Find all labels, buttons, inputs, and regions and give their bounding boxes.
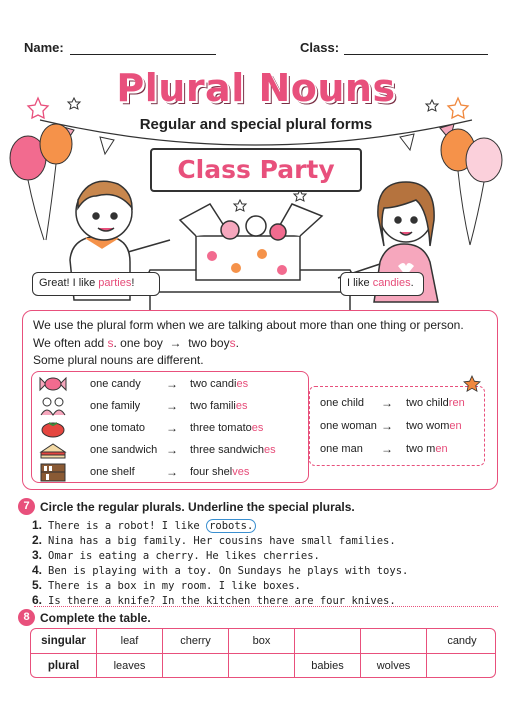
tomato-icon xyxy=(38,418,68,438)
shelf-icon xyxy=(38,462,68,482)
list-item: one candy → two candies xyxy=(32,374,308,396)
circled-answer: robots. xyxy=(206,519,256,533)
list-item: one sandwich → three sandwiches xyxy=(32,440,308,462)
table-row: singular leaf cherry box candy xyxy=(31,629,496,654)
blank-cell[interactable] xyxy=(427,654,496,678)
sentence-5[interactable]: 5. There is a box in my room. I like boxes. xyxy=(32,578,301,592)
sentence-4[interactable]: 4. Ben is playing with a toy. On Sundays he plays with toys. xyxy=(32,563,409,577)
balloons-right-icon xyxy=(441,129,502,245)
blank-cell[interactable] xyxy=(163,654,229,678)
family-icon xyxy=(38,396,68,416)
rule-line-3: Some plural nouns are different. xyxy=(33,353,204,367)
candy-icon xyxy=(38,374,68,394)
page-title: Plural Nouns xyxy=(116,66,396,110)
speech-bubble-girl: I like candies. xyxy=(340,272,424,296)
list-item: one family → two families xyxy=(32,396,308,418)
special-plurals-box: one child → two children one woman → two women one man → two men xyxy=(309,386,485,466)
exercise-number: 7 xyxy=(18,498,35,515)
balloons-left-icon xyxy=(10,124,72,240)
exercise-title: Circle the regular plurals. Underline the special plurals. xyxy=(40,500,355,514)
exercise-title: Complete the table. xyxy=(40,611,151,625)
sentence-3[interactable]: 3. Omar is eating a cherry. He likes cherries. xyxy=(32,548,320,562)
list-item: one tomato → three tomatoes xyxy=(32,418,308,440)
candy-box-icon xyxy=(180,204,322,280)
list-item: one shelf → four shelves xyxy=(32,462,308,484)
rule-line-2: We often add s. one boy → two boys. xyxy=(33,336,239,350)
rule-line-1: We use the plural form when we are talking about more than one thing or person. xyxy=(33,318,464,332)
regular-examples-box xyxy=(31,371,309,483)
rules-box xyxy=(22,310,498,490)
page-subtitle: Regular and special plural forms xyxy=(139,116,373,133)
plural-table xyxy=(30,628,496,678)
sandwich-icon xyxy=(38,440,68,460)
name-label: Name: xyxy=(24,40,64,55)
class-label: Class: xyxy=(300,40,340,55)
exercise-number: 8 xyxy=(18,609,35,626)
sentence-6[interactable]: 6. Is there a knife? In the kitchen there are four knives. xyxy=(32,593,396,607)
blank-cell[interactable] xyxy=(295,629,361,653)
star-icon xyxy=(463,375,481,393)
sentence-2[interactable]: 2. Nina has a big family. Her cousins have small families. xyxy=(32,533,396,547)
blank-cell[interactable] xyxy=(361,629,427,653)
class-party-banner: Class Party xyxy=(150,148,362,192)
blank-cell[interactable] xyxy=(229,654,295,678)
section-divider xyxy=(34,606,498,607)
table-row: plural leaves babies wolves xyxy=(31,654,496,678)
sentence-1[interactable]: 1. There is a robot! I like robots. xyxy=(32,518,256,532)
speech-bubble-boy: Great! I like parties! xyxy=(32,272,160,296)
